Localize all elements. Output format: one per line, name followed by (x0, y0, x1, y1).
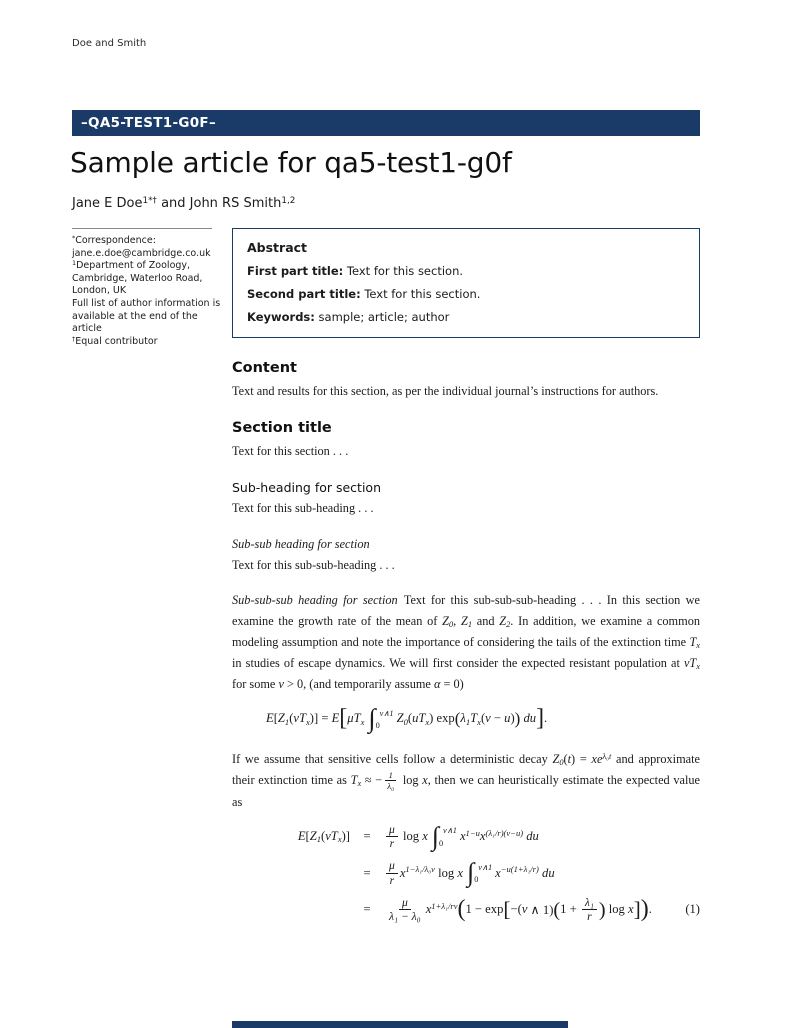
series-banner: –QA5-TEST1-G0F– (72, 110, 700, 136)
correspondence-rule (72, 228, 212, 229)
sub-heading-text: Text for this sub-heading . . . (232, 501, 374, 515)
abstract-box (232, 228, 700, 338)
display-equation (266, 703, 700, 733)
sub-sub-heading: Sub-sub heading for section (232, 537, 370, 551)
running-head: Doe and Smith (72, 38, 147, 49)
equation-relation: = (363, 865, 371, 880)
equation-body: E [ $Z_1$ ( $vT_x$ )] = E [ $\mu T_x$ ∫ v∧1 0 $Z_0$ ( $uT_x$ ) exp ( $\lambda_1$ $T_x$ ( v − u ) ) du ] . (266, 703, 548, 733)
run-in-paragraph: Sub-sub-sub heading for section Text for this sub-sub-sub-heading . . . In this section we examine the growth rate of the mean of $Z_0$, $Z_1$ and $Z_2$. In addition, we examine a common modeling assumption and note the importance of considering the tails of the extinction time $T_x$ in studies of escape dynamics. We will first consider the expected resistant population at $vT_x$ for some v > 0, (and temporarily assume α = 0) (232, 593, 700, 691)
abstract-item-text: Text for this section. (360, 287, 481, 301)
correspondence-label: *Correspondence: (72, 233, 156, 246)
sub-sub-heading-text: Text for this sub-sub-heading . . . (232, 558, 395, 572)
section-heading-content: Content (232, 360, 297, 376)
equation-rhs: $\frac{\mu}{\text{λ₁ − λ₀}}$ $x^{1+\lambda_1/rv}$ ( 1 − exp [ −( v ∧ 1) ( 1 + $\frac{\text{λ₁}}{r}$ ) log x ] ) . (389, 895, 652, 924)
affiliation-line: London, UK (72, 285, 127, 297)
equation-relation: = (363, 902, 371, 917)
author-line: Jane E Doe$^{1*\dagger}$ and John RS Smith$^{1,2}$ (72, 195, 296, 211)
next-page-banner-fragment (232, 1021, 568, 1028)
affiliation-line: Cambridge, Waterloo Road, (72, 272, 203, 284)
author-info-note: available at the end of the article (72, 310, 198, 335)
section-text: Text for this section . . . (232, 444, 349, 458)
abstract-heading: Abstract (247, 240, 308, 255)
affiliation-line: $^1$Department of Zoology, (72, 258, 191, 272)
author-info-note: Full list of author information is (72, 297, 221, 309)
sub-heading: Sub-heading for section (232, 480, 381, 495)
abstract-item-label: First part title: (247, 264, 344, 278)
abstract-item-label: Second part title: (247, 287, 361, 301)
abstract-item-text: Text for this section. (343, 264, 464, 278)
equation-row (262, 859, 700, 887)
section-heading: Section title (232, 420, 332, 436)
abstract-item (247, 287, 685, 302)
equation-rhs: $\frac{\mu}{r}$ $x^{1-\lambda_1/\lambda_0v}$ log x ∫ v∧1 0 $x^{-u(1+\lambda_1/r)}$ du (384, 859, 555, 887)
correspondence-block (72, 228, 222, 348)
correspondence-email[interactable]: jane.e.doe@cambridge.co.uk (72, 247, 211, 259)
content-paragraph: Text and results for this section, as per the individual journal’s instructions for authors. (232, 384, 659, 398)
abstract-item (247, 310, 685, 325)
equation-lhs: E [ $Z_1$ ( $vT_x$ )] (297, 828, 350, 845)
equation-rhs: $\frac{\mu}{r}$ log x ∫ v∧1 0 $x^{1-u}$ $x^{(\lambda_1/r)(v-u)}$ du (384, 823, 539, 851)
abstract-item (247, 264, 685, 279)
main-column (232, 360, 700, 933)
abstract-item-text: sample; article; author (314, 310, 450, 324)
abstract-item-label: Keywords: (247, 310, 315, 324)
equation-row (262, 896, 700, 924)
equation-number: (1) (685, 902, 700, 917)
equation-relation: = (363, 828, 371, 843)
equal-contributor-note: †Equal contributor (72, 334, 158, 347)
heuristic-paragraph: If we assume that sensitive cells follow a deterministic decay $Z_0(t) = xe^{\lambda_0t}$ and approximate their extinction time as $T_x$ ≈ − $\frac{1}{\text{λ₀}}$ log x, then we can heuristically estimate the expected value as (232, 751, 701, 809)
equation-row (262, 820, 700, 851)
article-title: Sample article for qa5-test1-g0f (70, 146, 512, 179)
equation-array (262, 820, 700, 924)
